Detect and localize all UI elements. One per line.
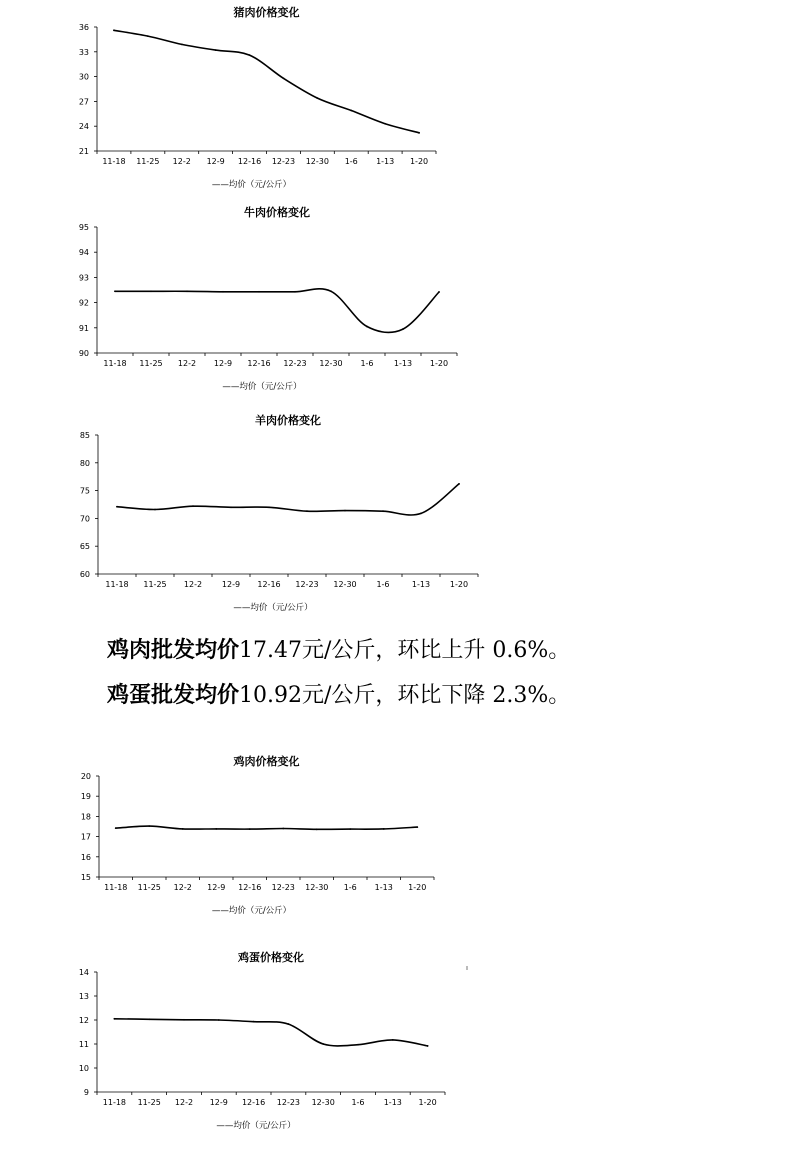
stray-dot <box>466 966 468 970</box>
y-tick-label: 94 <box>78 248 89 258</box>
data-point <box>420 512 422 514</box>
data-point <box>288 1023 290 1025</box>
data-point <box>316 828 318 830</box>
data-point <box>366 326 368 328</box>
data-point <box>253 1021 255 1023</box>
y-tick-label: 19 <box>80 792 91 802</box>
series-line <box>115 289 439 333</box>
data-point <box>384 123 386 125</box>
x-tick-label: 12-9 <box>209 1098 228 1107</box>
data-point <box>114 290 116 292</box>
data-point <box>382 510 384 512</box>
egg-summary-value: 10.92元/公斤，环比下降 2.3%。 <box>239 683 571 708</box>
data-point <box>150 290 152 292</box>
legend-label: ——均价（元/公斤） <box>222 382 302 392</box>
x-tick-label: 11-18 <box>102 157 126 166</box>
chicken-summary-line <box>107 628 767 673</box>
x-tick-label: 12-23 <box>295 580 319 589</box>
x-tick-label: 1-20 <box>429 359 449 368</box>
data-point <box>154 509 156 511</box>
egg-summary-line <box>107 673 767 718</box>
x-tick-label: 1-6 <box>344 157 358 166</box>
legend-label: ——均价（元/公斤） <box>233 603 313 613</box>
data-point <box>215 49 217 51</box>
x-tick-label: 12-23 <box>271 883 295 892</box>
x-tick-label: 11-25 <box>139 359 163 368</box>
data-point <box>181 43 183 45</box>
mutton-price-chart <box>0 405 490 620</box>
egg-price-chart <box>0 940 460 1140</box>
data-point <box>115 827 117 829</box>
x-tick-label: 12-16 <box>238 883 262 892</box>
data-point <box>322 1043 324 1045</box>
data-point <box>316 97 318 99</box>
x-tick-label: 11-18 <box>104 883 128 892</box>
x-tick-label: 12-16 <box>241 1098 266 1107</box>
chart-svg <box>0 405 490 620</box>
y-tick-label: 85 <box>79 431 90 440</box>
legend-label: ——均价（元/公斤） <box>216 1121 296 1131</box>
x-tick-label: 12-30 <box>333 580 357 589</box>
x-tick-label: 1-20 <box>409 157 429 166</box>
x-tick-label: 12-23 <box>276 1098 301 1107</box>
x-tick-label: 12-2 <box>174 1098 194 1107</box>
data-point <box>218 1019 220 1021</box>
y-tick-label: 80 <box>79 458 90 468</box>
y-tick-label: 10 <box>78 1064 89 1073</box>
x-tick-label: 12-2 <box>177 359 197 368</box>
x-tick-label: 1-13 <box>374 883 393 892</box>
data-point <box>183 1019 185 1021</box>
chart-title: 鸡肉价格变化 <box>233 755 300 768</box>
data-point <box>148 1018 150 1020</box>
y-tick-label: 20 <box>80 772 91 781</box>
data-point <box>306 510 308 512</box>
data-point <box>438 291 440 293</box>
data-point <box>147 35 149 37</box>
y-tick-label: 70 <box>79 514 90 524</box>
x-tick-label: 11-25 <box>137 883 161 892</box>
x-tick-label: 11-25 <box>137 1098 161 1107</box>
egg-summary-label: 鸡蛋批发均价 <box>107 682 240 708</box>
series-line <box>114 30 419 133</box>
x-tick-label: 1-13 <box>393 359 413 368</box>
data-point <box>383 828 385 830</box>
chart-title: 羊肉价格变化 <box>255 414 321 427</box>
y-tick-label: 95 <box>78 223 89 232</box>
series-line <box>116 826 418 829</box>
x-tick-label: 12-23 <box>283 359 307 368</box>
data-point <box>230 506 232 508</box>
data-point <box>192 505 194 507</box>
chart-title: 鸡蛋价格变化 <box>238 951 304 964</box>
y-tick-label: 36 <box>78 23 89 32</box>
data-point <box>114 1018 116 1020</box>
data-point <box>258 291 260 293</box>
beef-price-chart <box>0 195 470 400</box>
data-point <box>282 828 284 830</box>
x-tick-label: 1-6 <box>376 580 390 589</box>
x-tick-label: 12-16 <box>257 580 281 589</box>
chart-svg <box>0 195 470 400</box>
chart-title: 猪肉价格变化 <box>233 6 300 19</box>
x-tick-label: 12-30 <box>305 157 329 166</box>
legend-label: ——均价（元/公斤） <box>211 906 292 916</box>
summary-text <box>107 628 767 718</box>
y-tick-label: 18 <box>80 812 91 822</box>
data-point <box>427 1045 429 1047</box>
y-tick-label: 13 <box>78 992 89 1001</box>
y-tick-label: 93 <box>78 273 89 283</box>
y-tick-label: 91 <box>78 323 89 333</box>
data-point <box>294 291 296 293</box>
y-tick-label: 92 <box>78 298 89 308</box>
data-point <box>392 1039 394 1041</box>
x-tick-label: 11-18 <box>105 580 129 589</box>
y-tick-label: 90 <box>78 349 89 358</box>
y-tick-label: 30 <box>78 72 89 82</box>
x-tick-label: 12-2 <box>173 883 192 892</box>
y-tick-label: 15 <box>80 873 91 882</box>
y-tick-label: 9 <box>83 1088 89 1097</box>
y-tick-label: 17 <box>80 832 91 842</box>
y-tick-label: 21 <box>78 147 89 156</box>
x-tick-label: 1-13 <box>411 580 431 589</box>
x-tick-label: 12-9 <box>213 359 233 368</box>
y-tick-label: 11 <box>78 1040 89 1049</box>
x-tick-label: 12-30 <box>319 359 343 368</box>
data-point <box>402 328 404 330</box>
x-tick-label: 1-20 <box>449 580 469 589</box>
data-point <box>249 54 251 56</box>
data-point <box>182 828 184 830</box>
data-point <box>357 1044 359 1046</box>
y-tick-label: 24 <box>78 122 89 132</box>
chart-title: 牛肉价格变化 <box>244 206 310 219</box>
data-point <box>113 29 115 31</box>
x-tick-label: 12-30 <box>311 1098 335 1107</box>
data-point <box>116 506 118 508</box>
data-point <box>458 483 460 485</box>
x-tick-label: 1-13 <box>376 157 395 166</box>
chicken-summary-label: 鸡肉批发均价 <box>107 637 240 663</box>
chart-svg <box>0 740 450 930</box>
chart-svg <box>0 0 450 195</box>
x-tick-label: 11-25 <box>136 157 160 166</box>
x-tick-label: 12-16 <box>237 157 262 166</box>
data-point <box>344 510 346 512</box>
series-line <box>114 1019 427 1046</box>
y-tick-label: 33 <box>78 47 89 57</box>
x-tick-label: 12-9 <box>206 157 225 166</box>
data-point <box>186 290 188 292</box>
data-point <box>268 506 270 508</box>
data-point <box>349 828 351 830</box>
x-tick-label: 12-2 <box>172 157 191 166</box>
x-tick-label: 1-6 <box>360 359 374 368</box>
y-tick-label: 75 <box>79 486 90 496</box>
y-tick-label: 14 <box>78 968 89 977</box>
x-tick-label: 12-16 <box>247 359 271 368</box>
x-tick-label: 1-6 <box>351 1098 365 1107</box>
data-point <box>148 825 150 827</box>
data-point <box>249 828 251 830</box>
y-tick-label: 16 <box>80 852 91 862</box>
y-tick-label: 60 <box>79 570 90 579</box>
x-tick-label: 1-13 <box>383 1098 402 1107</box>
chart-svg <box>0 940 460 1140</box>
x-tick-label: 11-18 <box>103 359 127 368</box>
x-tick-label: 12-23 <box>271 157 296 166</box>
x-tick-label: 1-20 <box>408 883 427 892</box>
data-point <box>350 110 352 112</box>
chicken-price-chart <box>0 740 450 930</box>
x-tick-label: 12-30 <box>305 883 329 892</box>
data-point <box>283 77 285 79</box>
chicken-summary-value: 17.47元/公斤，环比上升 0.6%。 <box>239 638 571 663</box>
series-line <box>117 484 459 515</box>
x-tick-label: 12-2 <box>183 580 203 589</box>
x-tick-label: 12-9 <box>221 580 241 589</box>
x-tick-label: 1-6 <box>343 883 357 892</box>
x-tick-label: 11-18 <box>102 1098 127 1107</box>
data-point <box>418 132 420 134</box>
data-point <box>416 826 418 828</box>
x-tick-label: 1-20 <box>418 1098 437 1107</box>
data-point <box>215 828 217 830</box>
y-tick-label: 65 <box>79 542 90 552</box>
data-point <box>330 290 332 292</box>
y-tick-label: 27 <box>78 97 89 107</box>
data-point <box>222 291 224 293</box>
legend-label: ——均价（元/公斤） <box>211 180 292 190</box>
x-tick-label: 11-25 <box>143 580 167 589</box>
x-tick-label: 12-9 <box>207 883 226 892</box>
y-tick-label: 12 <box>78 1016 89 1025</box>
pork-price-chart <box>0 0 450 195</box>
